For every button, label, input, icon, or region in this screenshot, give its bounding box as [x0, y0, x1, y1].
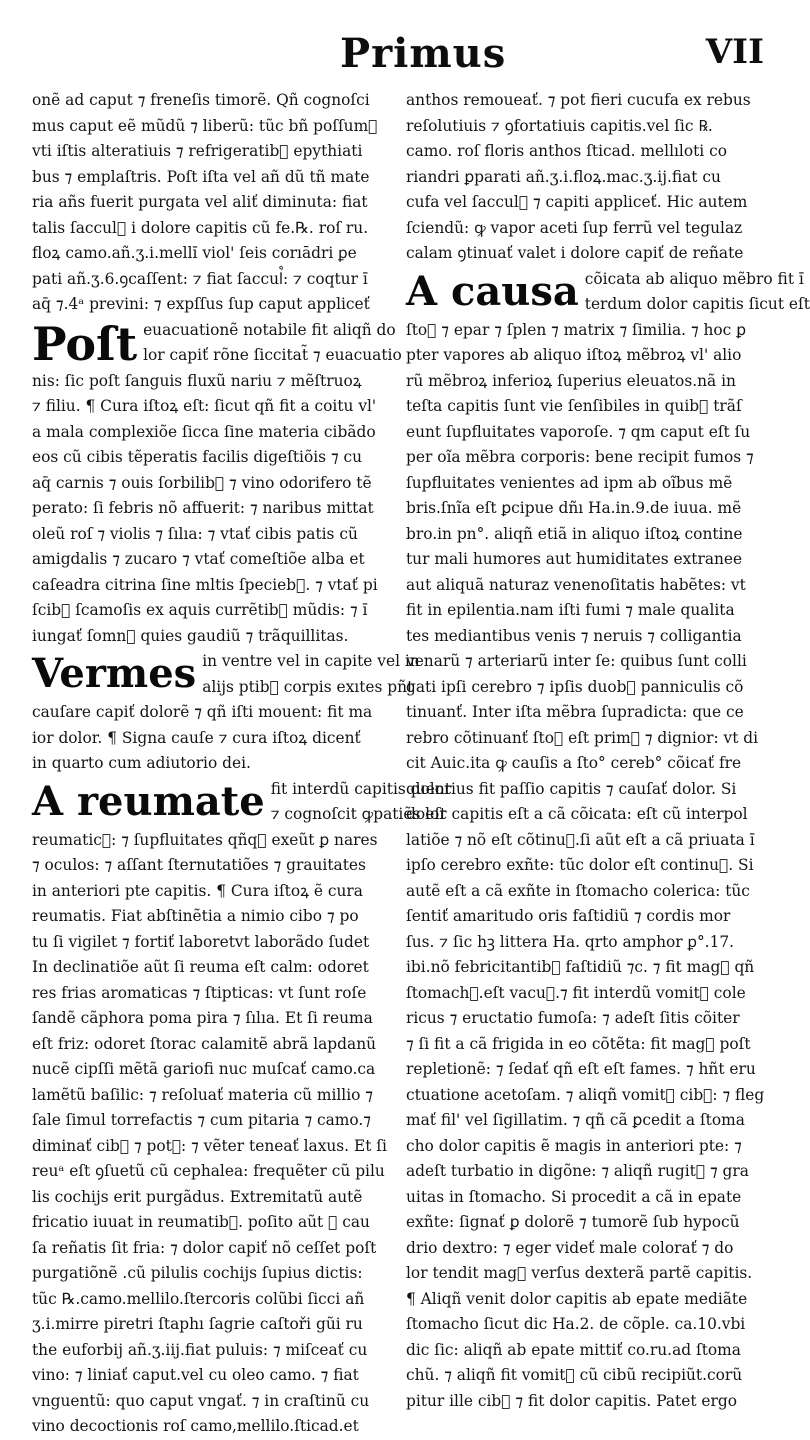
text-line: tu ſi vigilet ⁊ fortiť laboretvt laborãdo ſudet: [32, 932, 370, 951]
section-vermes: [32, 649, 420, 700]
text-line: quentius fit paſſio capitis ⁊ cauſať dolor. Si: [406, 779, 737, 798]
text-line: tur mali humores aut humiditates extranee: [406, 550, 743, 568]
right-column: [406, 88, 810, 1414]
text-line: In declinatiõe aũt ſi reuma eſt calm: odoret: [32, 958, 369, 976]
text-line: per oĩa mẽbra corporis: bene recipit fumos ⁊: [406, 448, 754, 466]
text-line: fit interdũ capitis dolor: [270, 779, 452, 798]
text-line: in anteriori pte capitis. ¶ Cura iſtoꝝ ẽ cura: [32, 881, 363, 900]
text-line: ctuatione acetoſam. ⁊ aliqñ vomit᷒ cib᷒: ⁊ fleg: [406, 1085, 765, 1104]
text-line: caſeadra citrina ſine mltis ſpecieb᷒. ⁊ vtať pi: [32, 575, 378, 594]
text-line: tinuanť. Inter iſta mẽbra ſupradicta: que ce: [406, 703, 744, 721]
text-line: fit in epilentia.nam iſti fumi ⁊ male qualita: [406, 601, 735, 619]
text-line: aq̄ ⁊.4ᵃ previni: ⁊ expſſus ſup caput appliceť: [32, 295, 370, 313]
text-line: lor capiť rõne ſiccitat̃ ⁊ euacuatio: [143, 346, 402, 364]
text-line: terdum dolor capitis ſicut eſt: [584, 295, 810, 313]
text-line: reſolutiuis ⁊ ꝯfortatiuis capitis.vel ſic ℞.: [406, 116, 713, 135]
text-line: in ventre vel in capite vel in: [202, 652, 420, 670]
text-line: ibi.nõ febricitantib᷒ faſtidiũ ⁊c. ⁊ fit mag᷒ qñ: [406, 958, 755, 976]
text-line: iungať ſomn᷒ quies gaudiũ ⁊ trãquillitas.: [32, 626, 349, 645]
text-line: adeſt turbatio in digõne: ⁊ aliqñ rugit᷒ ⁊ gra: [406, 1162, 749, 1180]
text-line: perato: ſi febris nõ affuerit: ⁊ naribus mittat: [32, 499, 374, 517]
text-line: pter vapores ab aliquo iſtoꝝ mẽbroꝝ vl' alio: [406, 346, 742, 364]
text-line: cit Auic.ita ꝙ cauſis a ſto° cereb° cõicať fre: [406, 754, 742, 772]
text-line: lamẽtũ baſilic: ⁊ reſoluať materia cũ millio ⁊: [32, 1085, 373, 1104]
text-line: dolor capitis eſt a cã cõicata: eſt cũ interpol: [406, 805, 748, 823]
text-line: nucẽ cipſſi mẽtã gariofi nuc muſcať camo.ca: [32, 1060, 376, 1078]
text-line: vnguentũ: quo caput vngať. ⁊ in craſtinũ cu: [32, 1391, 370, 1410]
text-line: ſtomach᷒.eſt vacu᷒.⁊ fit interdũ vomit᷒ cole: [406, 983, 746, 1002]
left-column: [32, 88, 452, 1440]
text-line: ior dolor. ¶ Signa cauſe ⁊ cura iſtoꝝ dicenť: [32, 728, 361, 747]
text-line: vino decoctionis roſ camo,mellilo.ſticad.et: [32, 1417, 359, 1435]
text-line: ſupfluitates venientes ad ipm ab oĩbus mẽ: [406, 473, 733, 492]
text-line: anthos remoueať. ⁊ pot fieri cucufa ex rebus: [406, 91, 751, 109]
text-line: a mala complexiõe ſicca ſine materia cibãdo: [32, 422, 376, 441]
text-line: ſa reñatis ſit fria: ⁊ dolor capiť nõ ceſſet poſt: [32, 1238, 377, 1257]
folio-number: VII: [705, 32, 764, 72]
text-line: onẽ ad caput ⁊ freneſis timorẽ. Qñ cognoſci: [32, 91, 370, 109]
text-line: pati añ.ʒ.6.ꝯcaſſent: ⁊ fiat ſaccul᷒: ⁊ coqtur ı̄: [32, 269, 368, 288]
text-block: [32, 394, 392, 649]
text-line: latiõe ⁊ nõ eſt cõtinu᷒.ſi aũt eſt a cã priuata ı̄: [406, 830, 755, 849]
text-line: reumatis. Fiat abſtinẽtia a nimio cibo ⁊ po: [32, 907, 359, 925]
text-line: tũc ℞.camo.mellilo.ſtercoris colũbi ſicci añ: [32, 1289, 365, 1308]
text-line: riandri ꝑparati añ.ʒ.i.floꝝ.mac.ʒ.ij.fiat cu: [406, 167, 721, 186]
text-line: uitas in ſtomacho. Si procedit a cã in epate: [406, 1187, 742, 1206]
text-line: rebro cõtinuanť ſto᷒ eſt prim᷒ ⁊ dignior: vt di: [406, 728, 759, 747]
text-line: vti iſtis alteratiuis ⁊ refrigeratib᷒ epythiati: [32, 142, 363, 160]
text-line: euacuationẽ notabile fit aliqñ do: [143, 320, 396, 339]
text-line: mať fil' vel ſigillatim. ⁊ qñ cã ꝑcedit a ſtoma: [406, 1111, 745, 1129]
text-line: calam ꝯtinuať valet i dolore capiť de reñate: [406, 244, 744, 262]
text-line: ʒ.i.mirre piretri ſtaphı ſagrie caſtoři gũi ru: [32, 1315, 363, 1333]
text-line: lis cochijs erit purgãdus. Extremitatũ autẽ: [32, 1187, 363, 1206]
text-line: drio dextro: ⁊ eger videť male colorať ⁊ do: [406, 1238, 734, 1257]
text-line: fricatio iuuat in reumatib᷒. poſito aũt ꝙ cau: [32, 1213, 370, 1231]
text-line: ricus ⁊ eructatio fumoſa: ⁊ adeſt ſitis cõiter: [406, 1009, 740, 1027]
text-line: the euforbij añ.ʒ.iij.fiat puluis: ⁊ miſceať cu: [32, 1340, 368, 1359]
text-block: [32, 828, 392, 1440]
text-block: [32, 700, 392, 777]
text-line: bris.ſnĩa eſt ꝑcipue dñı Ha.in.9.de iuua. mẽ: [406, 499, 742, 517]
text-line: alijs ptib᷒ corpis exıtes pñt: [202, 677, 414, 696]
text-line: ſciendũ: ꝙ vapor aceti ſup ferrũ vel tegulaz: [406, 218, 743, 237]
text-line: exñte: ſignať ꝑ dolorẽ ⁊ tumorẽ ſub hypocũ: [406, 1213, 740, 1231]
text-line: ⁊ filiu. ¶ Cura iſtoꝝ eſt: ſicut qñ fit a coitu vl': [32, 397, 377, 415]
text-line: cufa vel ſaccul᷒ ⁊ capiti appliceť. Hic autem: [406, 193, 748, 211]
text-line: vino: ⁊ liniať caput.vel cu oleo camo. ⁊ fiat: [32, 1366, 359, 1384]
section-post: [32, 316, 402, 395]
running-title: Primus: [340, 30, 507, 77]
text-line: ⁊ ſi fit a cã frigida in eo cõtẽta: fit mag᷒ poſt: [406, 1034, 751, 1053]
text-line: ria añs fuerit purgata vel aliť diminuta: fiat: [32, 193, 368, 211]
text-line: eos cũ cibis tẽperatis facilis digeſtiõis ⁊ cu: [32, 448, 363, 466]
section-causa: [406, 267, 810, 318]
initial-reumate: A reumate: [32, 777, 265, 825]
text-line: reuᵃ eſt ꝯſuetũ cũ cephalea: frequẽter cũ pilu: [32, 1162, 385, 1180]
text-line: reumatic᷒: ⁊ ſupfluitates qñqꝫ exeũt ꝑ nares: [32, 830, 378, 849]
text-line: res frias aromaticas ⁊ ſtipticas: vt ſunt roſe: [32, 983, 367, 1002]
initial-causa: A causa: [406, 267, 579, 315]
text-line: aq̄ carnis ⁊ ouis ſorbilib᷒ ⁊ vino odorifero tẽ: [32, 473, 372, 492]
text-line: dic ſic: aliqñ ab epate mittiť co.ru.ad ſtoma: [406, 1340, 741, 1359]
text-line: bus ⁊ emplaſtris. Poſt iſta vel añ dũ tñ mate: [32, 167, 370, 186]
text-line: eſt friz: odoret ſtorac calamitẽ abrã lapdanũ: [32, 1034, 377, 1053]
text-line: diminať cib᷒ ⁊ pot᷒: ⁊ vẽter teneať laxus. Et ſi: [32, 1136, 387, 1155]
text-line: gati ipſi cerebro ⁊ ipſis duob᷒ panniculis cõ: [406, 677, 744, 696]
text-line: talis ſaccul᷒ i dolore capitis cũ fe.℞. roſ ru.: [32, 218, 369, 237]
initial-post: Poſt: [32, 316, 138, 371]
text-line: ſandẽ cãphora poma pira ⁊ ſılıa. Et ſi reuma: [32, 1009, 373, 1027]
text-line: ⁊ oculos: ⁊ aſſant ſternutatiões ⁊ grauitates: [32, 856, 366, 874]
text-line: tes mediantibus venis ⁊ neruis ⁊ colligantia: [406, 626, 742, 645]
text-line: cho dolor capitis ẽ magis in anteriori pte: ⁊: [406, 1136, 742, 1155]
text-line: purgatiõnẽ .cũ pilulis cochijs ſupius dictis:: [32, 1264, 363, 1282]
text-line: bro.in pn°. aliqñ etiã in aliquo iſtoꝝ contine: [406, 524, 743, 543]
text-line: ſus. ⁊ ſic hꝫ littera Ha. qrto amphor ꝑ°.17.: [406, 932, 735, 951]
text-block: [406, 88, 766, 267]
text-line: in quarto cum adiutorio dei.: [32, 754, 251, 772]
text-line: ipſo cerebro exñte: tũc dolor eſt continu᷒. Si: [406, 856, 754, 874]
text-line: ſcib᷒ ſcamoſis ex aquis currẽtib᷒ mũdis: ⁊ ı̄: [32, 601, 368, 619]
text-line: teſta capitis ſunt vie ſenſibiles in quib᷒ trãſ: [406, 397, 742, 415]
text-block: [406, 318, 766, 1415]
text-line: ⁊ cognoſcit ꝙpatiẽs eſt: [270, 805, 447, 823]
text-line: ¶ Aliqñ venit dolor capitis ab epate mediãte: [406, 1289, 748, 1308]
text-line: ſale ſimul torrefactis ⁊ cum pitaria ⁊ camo.⁊: [32, 1111, 371, 1129]
text-block: [32, 88, 392, 318]
text-line: chũ. ⁊ aliqñ fit vomit᷒ cũ cibũ recipiũt.corũ: [406, 1366, 743, 1384]
text-line: ſentiť amaritudo oris faſtidiũ ⁊ cordis mor: [406, 907, 731, 925]
text-line: cõicata ab aliquo mẽbro fit ı̄: [584, 269, 804, 288]
text-line: ſto᷒ ⁊ epar ⁊ ſplen ⁊ matrix ⁊ ſimilia. ⁊ hoc ꝑ: [406, 320, 746, 339]
text-line: aut aliquã naturaz venenoſitatis habẽtes: vt: [406, 575, 746, 594]
text-line: venarũ ⁊ arteriarũ inter ſe: quibus ſunt colli: [406, 652, 747, 670]
section-reumate: [32, 777, 452, 828]
text-line: pitur ille cib᷒ ⁊ fit dolor capitis. Patet ergo: [406, 1391, 738, 1410]
text-line: autẽ eſt a cã exñte in ſtomacho colerica: tũc: [406, 881, 750, 900]
text-line: mus caput eẽ mũdũ ⁊ liberũ: tũc bñ poſſum᷒: [32, 116, 378, 135]
initial-vermes: Vermes: [32, 650, 197, 697]
text-line: camo. roſ floris anthos ſticad. mellıloti co: [406, 142, 728, 160]
text-line: oleũ roſ ⁊ violis ⁊ ſılıa: ⁊ vtať cibis patis cũ: [32, 524, 358, 543]
text-line: nis: ſic poſt ſanguis fluxũ nariu ⁊ mẽſtruoꝝ: [32, 371, 362, 390]
text-line: amigdalis ⁊ zucaro ⁊ vtať comeſtiõe alba et: [32, 550, 365, 568]
text-line: repletionẽ: ⁊ ſedať qñ eſt eſt fames. ⁊ hñt eru: [406, 1060, 756, 1078]
text-line: ſtomacho ſicut dic Ha.2. de cõple. ca.10.vbi: [406, 1315, 746, 1333]
text-line: eunt ſupfluitates vaporoſe. ⁊ qm caput eſt ſu: [406, 422, 751, 441]
text-line: rũ mẽbroꝝ inferioꝝ ſuperius eleuatos.nã in: [406, 371, 736, 390]
text-line: cauſare capiť dolorẽ ⁊ qñ iſti mouent: fit ma: [32, 703, 373, 721]
text-line: floꝝ camo.añ.ʒ.i.mellı̄ viol' ſeis corıādri ꝑe: [32, 244, 357, 262]
text-line: lor tendit mag᷒ verſus dexterã partẽ capitis.: [406, 1264, 753, 1282]
